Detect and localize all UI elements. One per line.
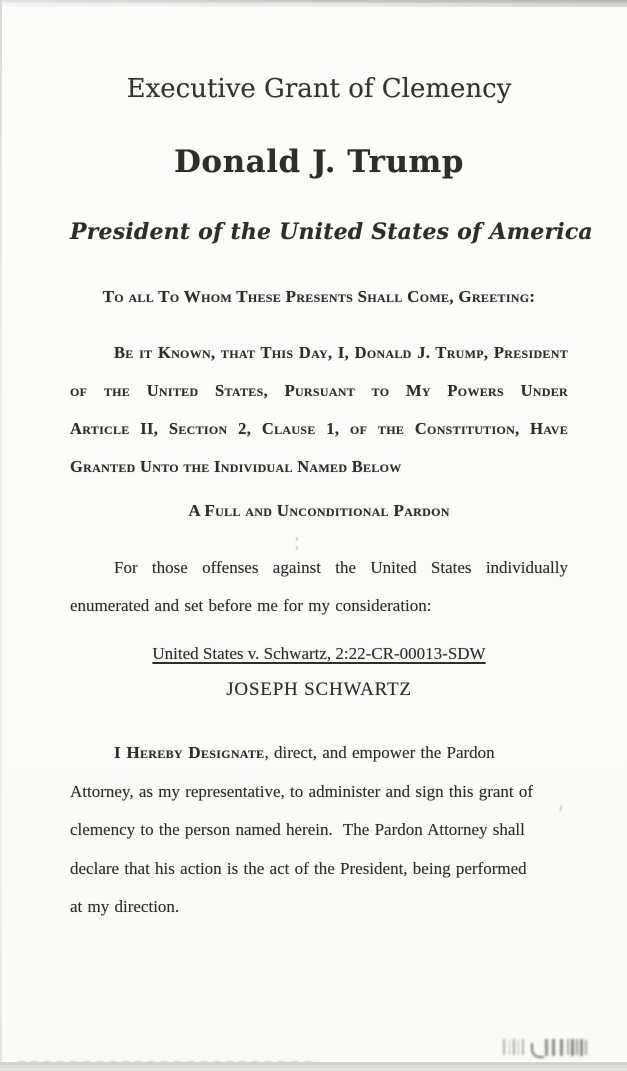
case-caption: United States v. Schwartz, 2:22-CR-00013-SDW: [152, 644, 486, 663]
designation-line: [70, 734, 568, 773]
scan-bottom-edge-band: [0, 1062, 627, 1071]
president-office-line: President of the United States of America: [70, 219, 593, 245]
barcode-smudge-mark: [503, 1035, 621, 1059]
designation-paragraph: [70, 734, 568, 927]
designation-line: at my direction.: [70, 897, 180, 916]
greeting-line: To all To Whom These Presents Shall Come, Greeting:: [102, 287, 536, 306]
proclamation-line: of the United States, Pursuant to My Powers Under: [70, 381, 568, 400]
scan-left-edge-line: [0, 0, 2, 1071]
proclamation-line: Article II, Section 2, Clause 1, of the Constitution, Have: [70, 419, 568, 438]
designation-line: Attorney, as my representative, to administer and sign this grant of: [70, 781, 534, 801]
proclamation-paragraph: [70, 334, 568, 486]
pardon-heading: A Full and Unconditional Pardon: [188, 501, 450, 520]
pardonee-name: JOSEPH SCHWARTZ: [226, 679, 412, 700]
designation-lead: I Hereby Designate: [114, 743, 265, 762]
scan-top-edge-band: [0, 0, 627, 7]
proclamation-line: Granted Unto the Individual Named Below: [70, 457, 402, 476]
president-name: Donald J. Trump: [174, 144, 464, 180]
consideration-paragraph: [70, 549, 568, 625]
designation-line: clemency to the person named herein. The Pardon Attorney shall: [70, 820, 525, 839]
proclamation-line: Be it Known, that This Day, I, Donald J. Trump, President: [114, 343, 568, 362]
designation-lead-rest: , direct, and empower the Pardon: [264, 743, 495, 762]
document-title: Executive Grant of Clemency: [126, 74, 512, 104]
consideration-line: enumerated and set before me for my consideration:: [70, 596, 432, 615]
consideration-line: For those offenses against the United States individually: [114, 558, 568, 577]
designation-line: declare that his action is the act of the President, being performed: [70, 858, 527, 878]
